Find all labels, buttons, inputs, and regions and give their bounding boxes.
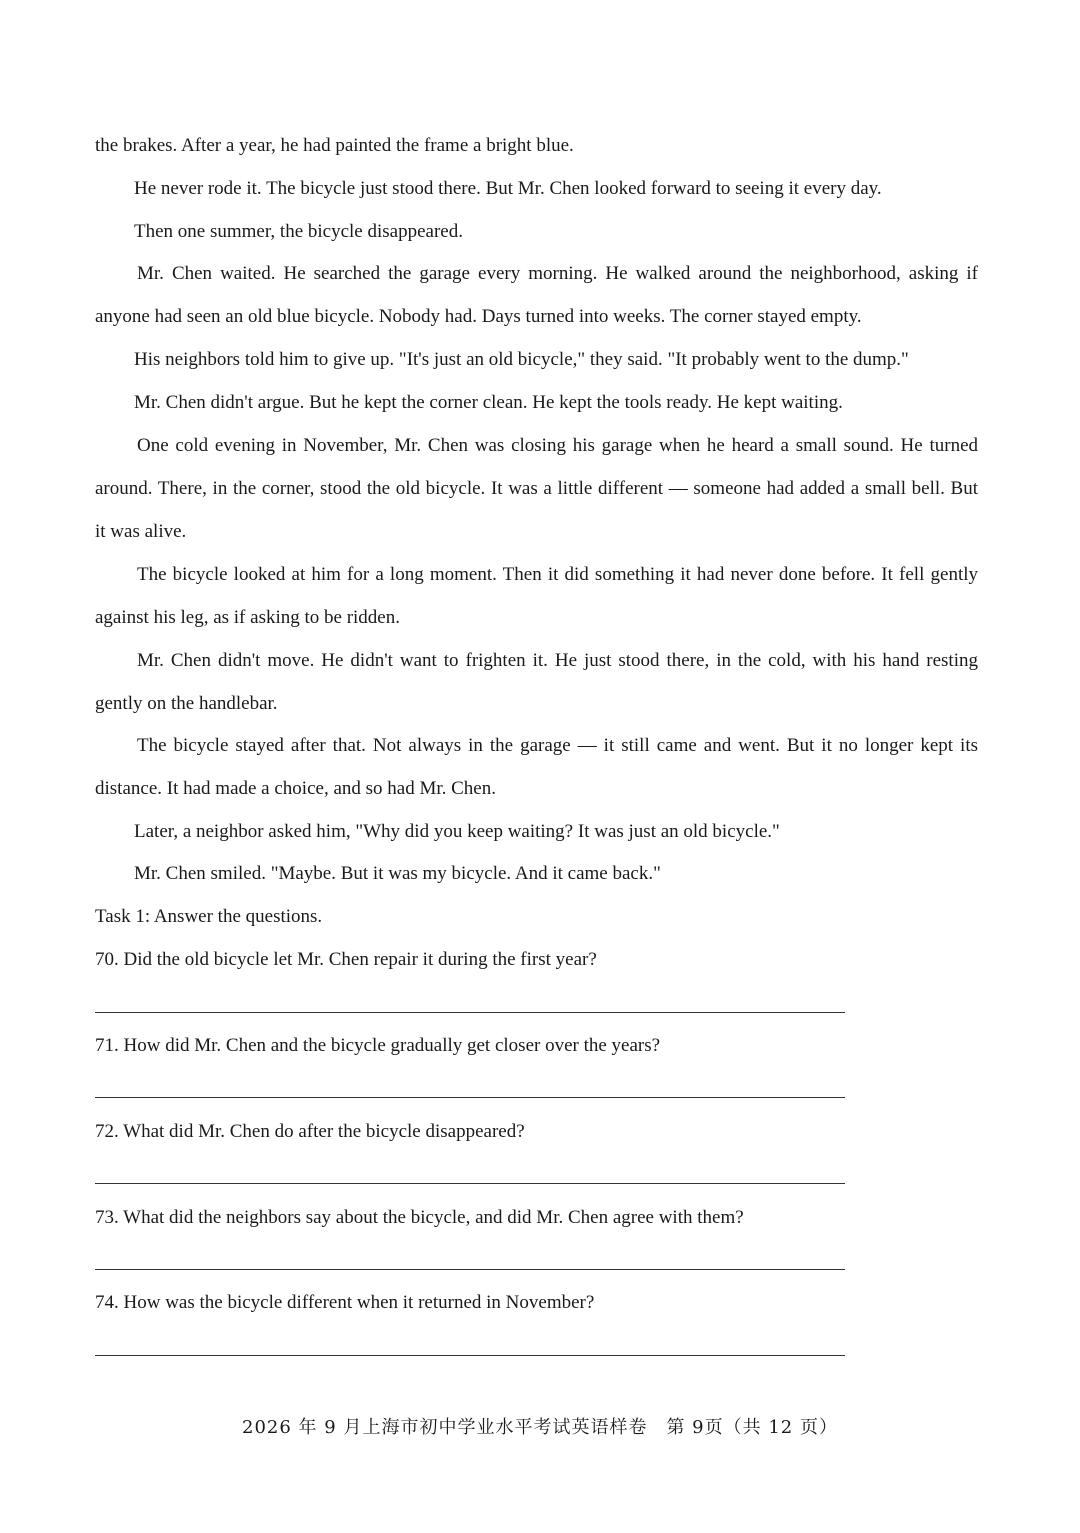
passage-line: distance. It had made a choice, and so had Mr. Chen. — [95, 778, 496, 799]
question-70: 70. Did the old bicycle let Mr. Chen repair it during the first year? — [95, 949, 597, 970]
passage-line: Mr. Chen waited. He searched the garage every morning. He walked around the neighborhood, asking if — [137, 263, 978, 284]
passage-line: The bicycle stayed after that. Not always in the garage — it still came and went. But it no longer kept its — [137, 735, 978, 756]
page-footer: 2026 年 9 月上海市初中学业水平考试英语样卷 第 9页（共 12 页） — [242, 1417, 838, 1438]
passage-line: around. There, in the corner, stood the old bicycle. It was a little different — someone had added a small bell. But — [95, 478, 978, 499]
answer-line-73[interactable] — [95, 1269, 845, 1270]
passage-line: The bicycle looked at him for a long moment. Then it did something it had never done before. It fell gently — [137, 564, 978, 585]
passage-line: gently on the handlebar. — [95, 693, 278, 714]
passage-line: Then one summer, the bicycle disappeared. — [134, 221, 463, 242]
question-72: 72. What did Mr. Chen do after the bicycle disappeared? — [95, 1121, 525, 1142]
answer-line-74[interactable] — [95, 1355, 845, 1356]
passage-line: anyone had seen an old blue bicycle. Nobody had. Days turned into weeks. The corner stayed empty. — [95, 306, 862, 327]
passage-line: Mr. Chen didn't move. He didn't want to frighten it. He just stood there, in the cold, with his hand resting — [137, 650, 978, 671]
passage-line: it was alive. — [95, 521, 187, 542]
question-71: 71. How did Mr. Chen and the bicycle gradually get closer over the years? — [95, 1035, 661, 1056]
answer-line-72[interactable] — [95, 1183, 845, 1184]
answer-line-71[interactable] — [95, 1097, 845, 1098]
answer-line-70[interactable] — [95, 1012, 845, 1013]
question-74: 74. How was the bicycle different when it returned in November? — [95, 1292, 595, 1313]
task-title: Task 1: Answer the questions. — [95, 906, 323, 927]
passage-line: against his leg, as if asking to be ridden. — [95, 607, 400, 628]
passage-line: Mr. Chen smiled. "Maybe. But it was my bicycle. And it came back." — [134, 863, 661, 884]
passage-line: One cold evening in November, Mr. Chen was closing his garage when he heard a small sound. He turned — [137, 435, 978, 456]
passage-line: He never rode it. The bicycle just stood there. But Mr. Chen looked forward to seeing it every day. — [134, 178, 882, 199]
passage-line: Mr. Chen didn't argue. But he kept the corner clean. He kept the tools ready. He kept waiting. — [134, 392, 843, 413]
passage-line: His neighbors told him to give up. "It's just an old bicycle," they said. "It probably went to the dump." — [134, 349, 909, 370]
passage-line: Later, a neighbor asked him, "Why did you keep waiting? It was just an old bicycle." — [134, 821, 780, 842]
question-73: 73. What did the neighbors say about the bicycle, and did Mr. Chen agree with them? — [95, 1207, 744, 1228]
passage-line: the brakes. After a year, he had painted the frame a bright blue. — [95, 135, 574, 156]
